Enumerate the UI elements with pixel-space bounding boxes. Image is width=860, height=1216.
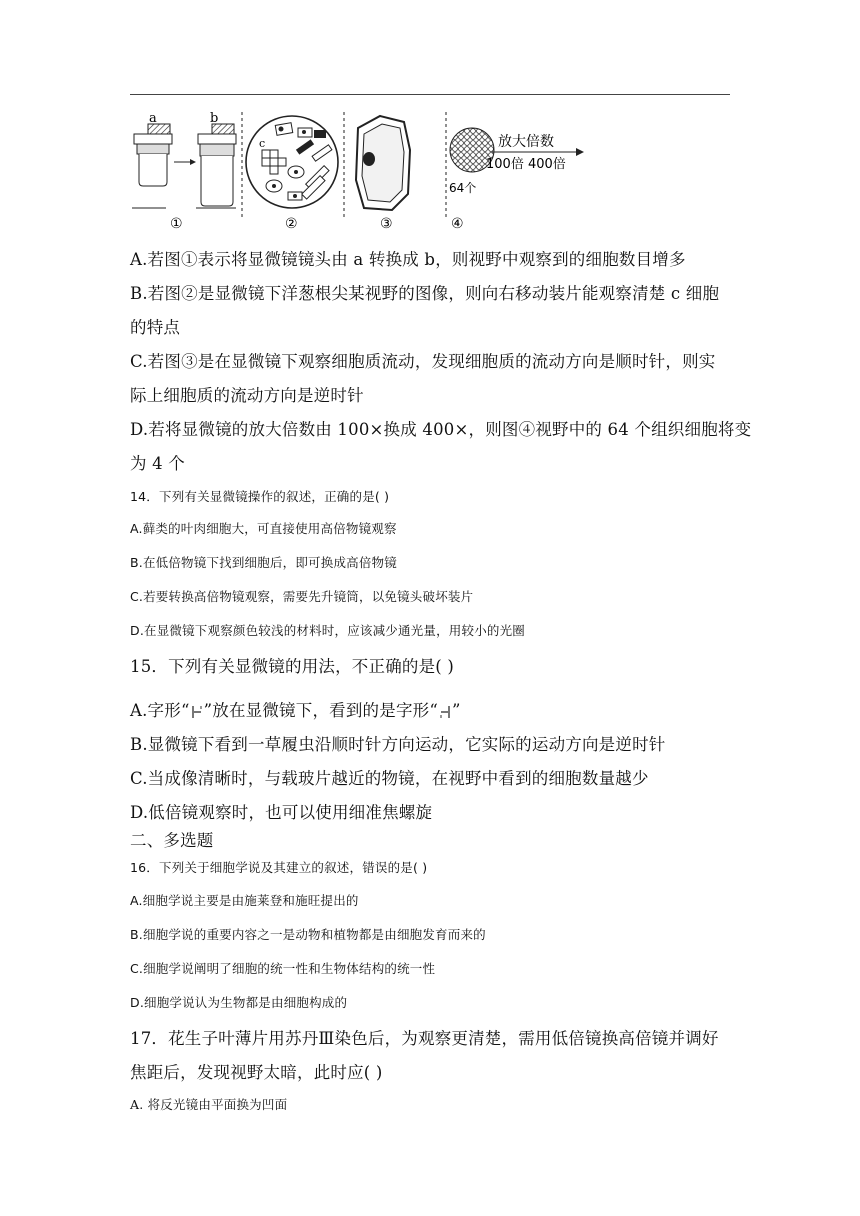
q16-option-d: D.细胞学说认为生物都是由细胞构成的	[130, 995, 348, 1010]
q14-option-d: D.在显微镜下观察颜色较浅的材料时，应该减少通光量，用较小的光圈	[130, 623, 525, 638]
q15-option-a-part2: ”放在显微镜下，看到的是字形“	[203, 701, 438, 720]
q15-stem: 15．下列有关显微镜的用法，不正确的是( )	[130, 657, 455, 676]
letter-glyph-original-icon	[190, 704, 204, 720]
label-a: a	[149, 111, 157, 126]
q16-option-a: A.细胞学说主要是由施莱登和施旺提出的	[130, 893, 359, 908]
q17-option-a: A. 将反光镜由平面换为凹面	[130, 1097, 288, 1112]
q15-option-b: B.显微镜下看到一草履虫沿顺时针方向运动，它实际的运动方向是逆时针	[130, 735, 666, 754]
q16-option-c: C.细胞学说阐明了细胞的统一性和生物体结构的统一性	[130, 961, 436, 976]
q14-stem: 14．下列有关显微镜操作的叙述，正确的是( )	[130, 489, 390, 504]
count-label: 64个	[449, 181, 477, 195]
q16-option-b: B.细胞学说的重要内容之一是动物和植物都是由细胞发育而来的	[130, 927, 486, 942]
panel-4-tissue-cells	[449, 128, 584, 232]
q15-option-a	[130, 697, 461, 721]
panel-1-objectives	[132, 111, 242, 232]
q13-option-d-cont: 为 4 个	[130, 454, 185, 473]
q13-option-a: A.若图①表示将显微镜镜头由 a 转换成 b，则视野中观察到的细胞数目增多	[130, 250, 686, 269]
microscope-figure	[128, 110, 598, 232]
magnify-values: 100倍 400倍	[486, 157, 566, 172]
q13-option-b-cont: 的特点	[130, 318, 181, 337]
q13-option-c-cont: 际上细胞质的流动方向是逆时针	[130, 386, 364, 405]
panel-number-4: ④	[451, 216, 464, 232]
panel-number-2: ②	[285, 216, 298, 232]
q15-option-c: C.当成像清晰时，与载玻片越近的物镜，在视野中看到的细胞数量越少	[130, 769, 649, 788]
magnify-title: 放大倍数	[498, 134, 554, 150]
panel-3-plant-cell	[356, 112, 446, 232]
section-2-title: 二、多选题	[130, 831, 214, 850]
q13-option-c: C.若图③是在显微镜下观察细胞质流动，发现细胞质的流动方向是顺时针，则实	[130, 352, 716, 371]
q14-option-b: B.在低倍物镜下找到细胞后，即可换成高倍物镜	[130, 555, 397, 570]
q15-option-a-part3: ”	[451, 701, 461, 720]
q17-stem-line1: 17．花生子叶薄片用苏丹Ⅲ染色后，为观察更清楚，需用低倍镜换高倍镜并调好	[130, 1029, 719, 1048]
panel-2-root-tip-view	[246, 112, 344, 232]
panel-number-3: ③	[380, 216, 393, 232]
panel-number-1: ①	[170, 216, 183, 232]
label-b: b	[210, 111, 219, 126]
q14-option-a: A.藓类的叶肉细胞大，可直接使用高倍物镜观察	[130, 521, 397, 536]
q13-option-b: B.若图②是显微镜下洋葱根尖某视野的图像，则向右移动装片能观察清楚 c 细胞	[130, 284, 720, 303]
letter-glyph-inverted-icon	[438, 704, 452, 720]
q17-stem-line2: 焦距后，发现视野太暗，此时应( )	[130, 1063, 383, 1082]
top-rule	[130, 94, 730, 95]
q13-option-d: D.若将显微镜的放大倍数由 100×换成 400×，则图④视野中的 64 个组织细胞将变	[130, 420, 752, 439]
label-c: c	[259, 137, 266, 150]
q15-option-d: D.低倍镜观察时，也可以使用细准焦螺旋	[130, 803, 433, 822]
q15-option-a-part1: A.字形“	[130, 701, 190, 720]
q16-stem: 16．下列关于细胞学说及其建立的叙述，错误的是( )	[130, 860, 428, 875]
q14-option-c: C.若要转换高倍物镜观察，需要先升镜筒，以免镜头破坏装片	[130, 589, 474, 604]
